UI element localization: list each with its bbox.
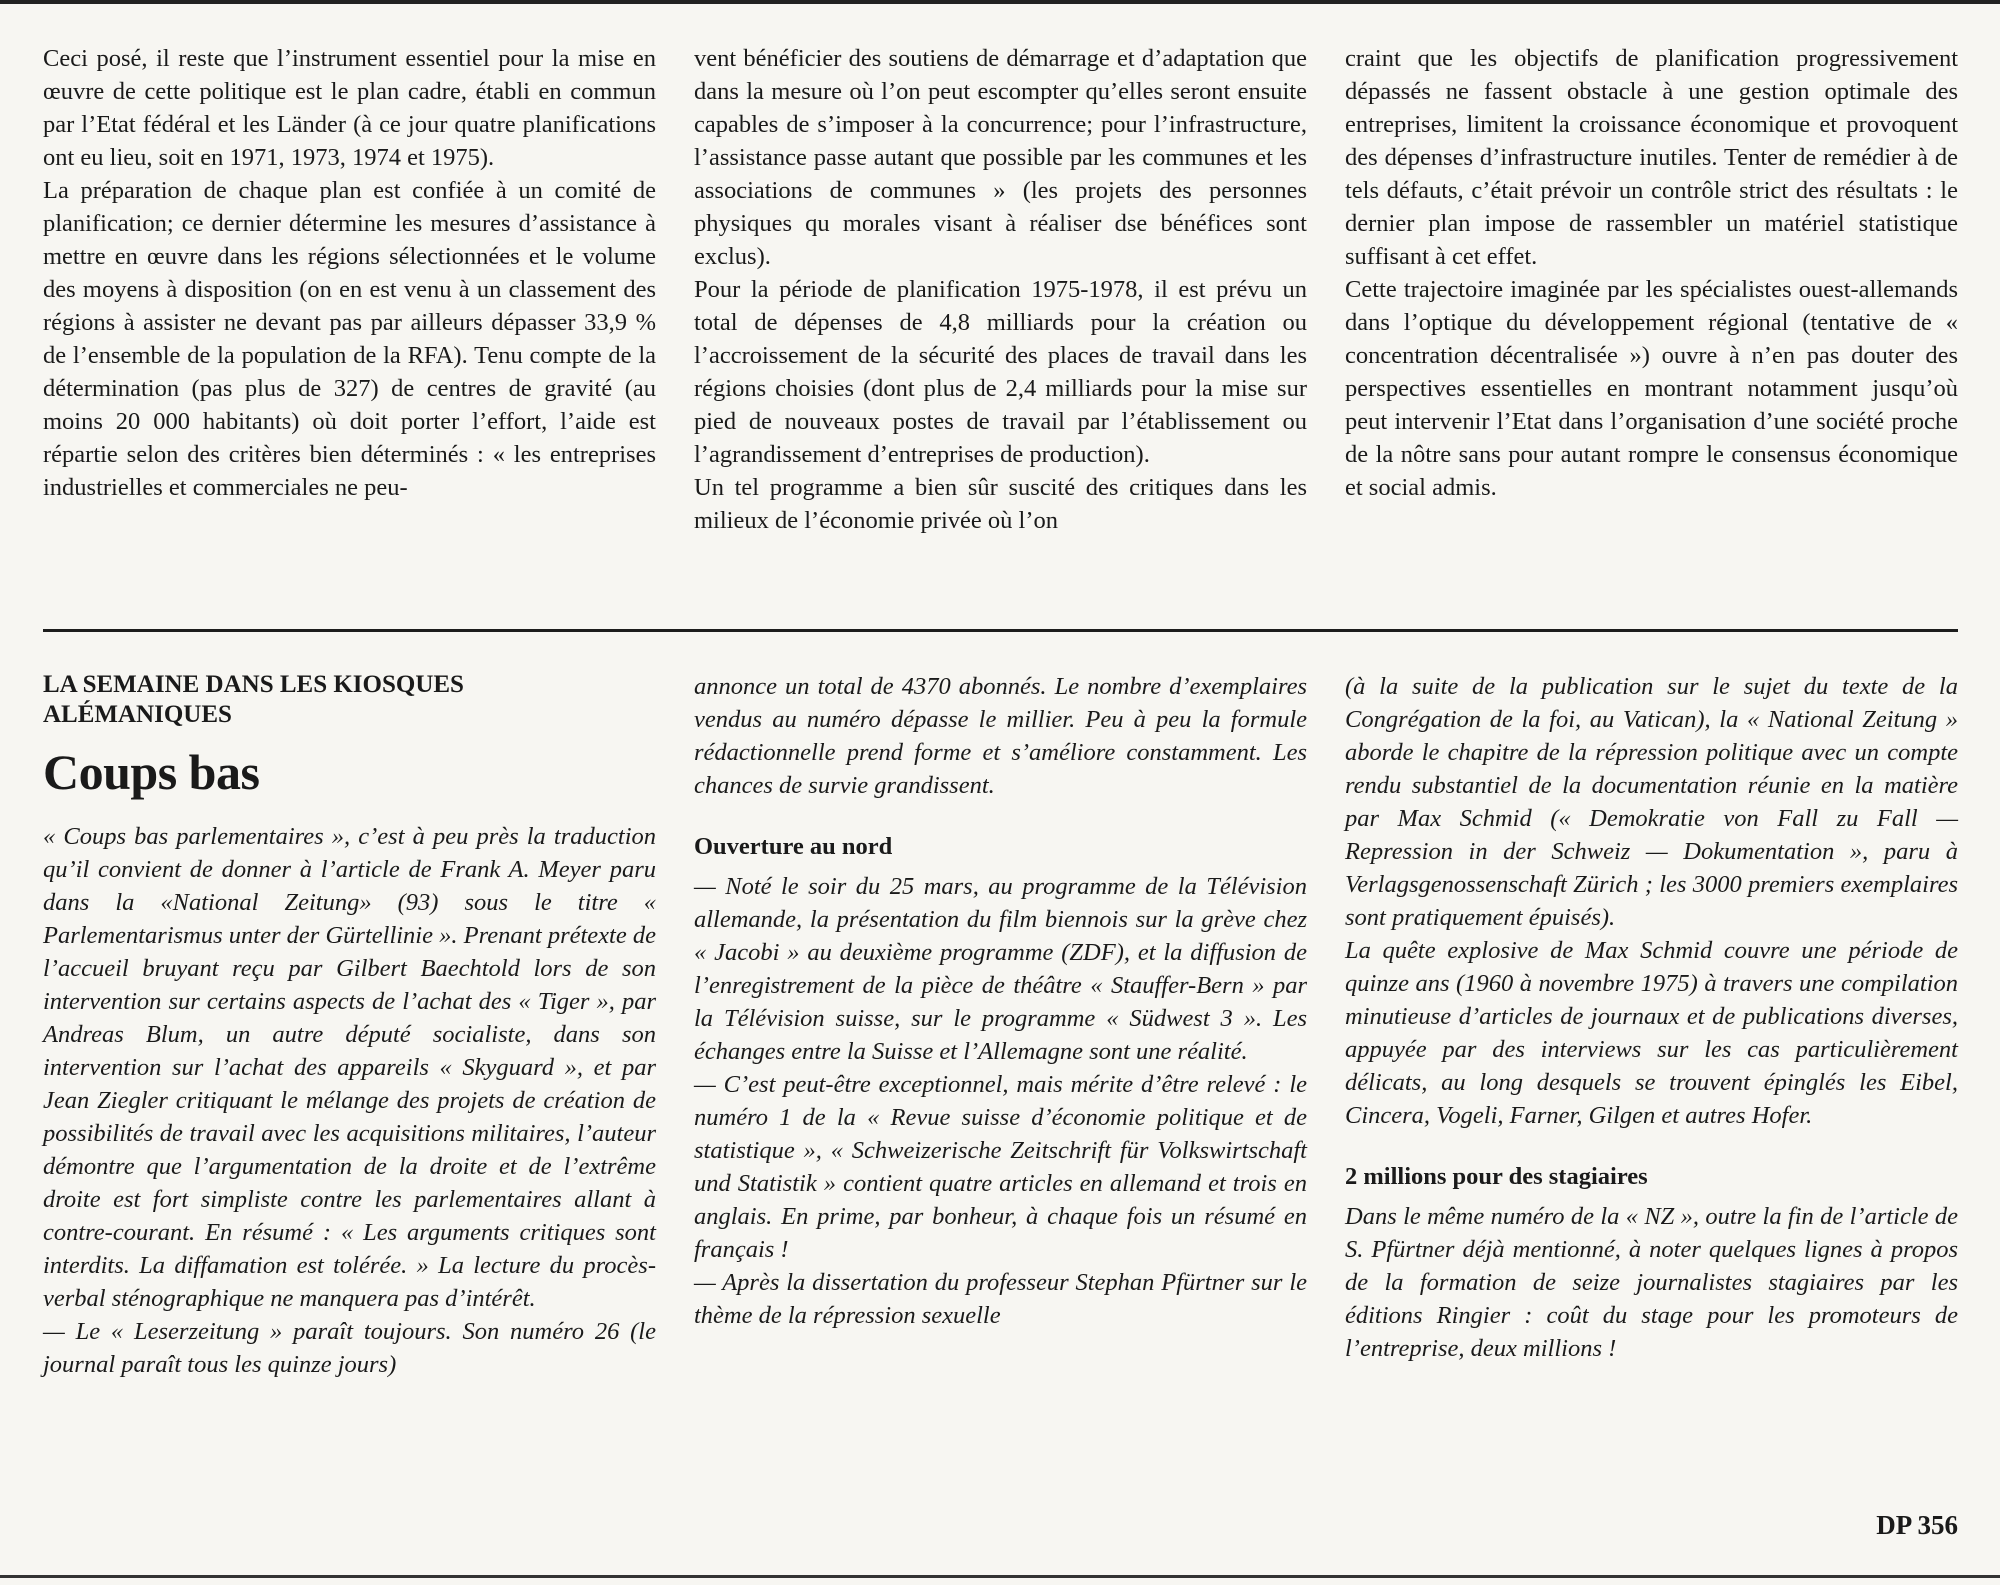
section-kicker: LA SEMAINE DANS LES KIOSQUES ALÉMANIQUES bbox=[43, 671, 464, 728]
bottom-column-1 bbox=[43, 670, 656, 1381]
paragraph: — Le « Leserzeitung » paraît toujours. Son numéro 26 (le journal paraît tous les quinze jours) bbox=[43, 1318, 656, 1378]
paragraph: Pour la période de planification 1975-1978, il est prévu un total de dépenses de 4,8 milliards pour la création ou l’accroissement de la sécurité des places de travail dans les régions choisies (dont plus de 2,4 milliards pour la mise sur pied de nouveaux postes de travail par l’établissement ou l’agrandissement d’entreprises de production). bbox=[694, 276, 1307, 468]
top-column-1 bbox=[43, 42, 656, 504]
paragraph: (à la suite de la publication sur le sujet du texte de la Congrégation de la foi, au Vatican), la « National Zeitung » aborde le chapitre de la répression politique avec un compte rendu substantiel de la documentation réunie en la matière par Max Schmid (« Demokratie von Fall zu Fall — Repression in der Schweiz — Dokumentation », paru à Verlagsgenossenschaft Zürich ; les 3000 premiers exemplaires sont pratiquement épuisés). bbox=[1345, 673, 1958, 931]
paragraph: — C’est peut-être exceptionnel, mais mérite d’être relevé : le numéro 1 de la « Revue suisse d’économie politique et de statistique », « Schweizerische Zeitschrift für Volkswirtschaft und Statistik » contient quatre articles en allemand et trois en anglais. En prime, par bonheur, à chaque fois un résumé en français ! bbox=[694, 1071, 1307, 1263]
subhead-ouverture: Ouverture au nord bbox=[694, 833, 893, 860]
paragraph: Dans le même numéro de la « NZ », outre la fin de l’article de S. Pfürtner déjà mentionné, à noter quelques lignes à propos de la formation de seize journalistes stagiaires par les éditions Ringier : coût du stage pour les promoteurs de l’entreprise, deux millions ! bbox=[1345, 1203, 1958, 1362]
page-number: DP 356 bbox=[1876, 1510, 1958, 1540]
paragraph: « Coups bas parlementaires », c’est à peu près la traduction qu’il convient de donner à l’article de Frank A. Meyer paru dans la «National Zeitung» (93) sous le titre « Parlementarismus unter der Gürtellinie ». Prenant prétexte de l’accueil bruyant reçu par Gilbert Baechtold lors de son intervention sur certains aspects de l’achat des « Tiger », par Andreas Blum, un autre député socialiste, dans son intervention sur l’achat des appareils « Skyguard », et par Jean Ziegler critiquant le mélange des projets de création de possibilités de travail avec les acquisitions militaires, l’auteur démontre que l’argumentation de la droite et de l’extrême droite est fort simpliste contre les parlementaires allant à contre-courant. En résumé : « Les arguments critiques sont interdits. La diffamation est tolérée. » La lecture du procès-verbal sténographique ne manquera pas d’intérêt. bbox=[43, 823, 656, 1312]
bottom-rule bbox=[0, 1575, 2000, 1578]
paragraph: La quête explosive de Max Schmid couvre une période de quinze ans (1960 à novembre 1975) à travers une compilation minutieuse d’articles de journaux et de publications diverses, appuyée par des interviews sur les cas particulièrement délicats, au long desquels se trouvent épinglés les Eibel, Cincera, Vogeli, Farner, Gilgen et autres Hofer. bbox=[1345, 937, 1958, 1129]
bottom-column-2 bbox=[694, 670, 1307, 1332]
bottom-column-3 bbox=[1345, 670, 1958, 1365]
paragraph: vent bénéficier des soutiens de démarrage et d’adaptation que dans la mesure où l’on peut escompter qu’elles seront ensuite capables de s’imposer à la concurrence; pour l’infrastructure, l’assistance passe autant que possible par les communes et les associations de communes » (les projets des personnes physiques qu morales visant à réaliser dse bénéfices sont exclus). bbox=[694, 45, 1307, 270]
subhead-stagiaires: 2 millions pour des stagiaires bbox=[1345, 1163, 1648, 1190]
paragraph: La préparation de chaque plan est confiée à un comité de planification; ce dernier détermine les mesures d’assistance à mettre en œuvre dans les régions sélectionnées et le volume des moyens à disposition (on en est venu à un classement des régions à assister ne devant pas par ailleurs dépasser 33,9 % de l’ensemble de la population de la RFA). Tenu compte de la détermination (pas plus de 327) de centres de gravité (au moins 20 000 habitants) où doit porter l’effort, l’aide est répartie selon des critères bien déterminés : « les entreprises industrielles et commerciales ne peu- bbox=[43, 177, 656, 501]
paragraph: Un tel programme a bien sûr suscité des critiques dans les milieux de l’économie privée où l’on bbox=[694, 474, 1307, 534]
top-column-3 bbox=[1345, 42, 1958, 504]
paragraph: — Noté le soir du 25 mars, au programme de la Télévision allemande, la présentation du film biennois sur la grève chez « Jacobi » au deuxième programme (ZDF), et la diffusion de l’enregistrement de la pièce de théâtre « Stauffer-Bern » par la Télévision suisse, sur le programme « Südwest 3 ». Les échanges entre la Suisse et l’Allemagne sont une réalité. bbox=[694, 873, 1307, 1065]
section-divider bbox=[43, 629, 1958, 632]
paragraph: craint que les objectifs de planification progressivement dépassés ne fassent obstacle à une gestion optimale des entreprises, limitent la croissance économique et provoquent des dépenses d’infrastructure inutiles. Tenter de remédier à de tels défauts, c’était prévoir un contrôle strict des résultats : le dernier plan impose de rassembler un matériel statistique suffisant à cet effet. bbox=[1345, 45, 1958, 270]
paragraph: annonce un total de 4370 abonnés. Le nombre d’exemplaires vendus au numéro dépasse le millier. Peu à peu la formule rédactionnelle prend forme et s’améliore constamment. Les chances de survie grandissent. bbox=[694, 673, 1307, 799]
top-rule bbox=[0, 0, 2000, 4]
paragraph: Cette trajectoire imaginée par les spécialistes ouest-allemands dans l’optique du développement régional (tentative de « concentration décentralisée ») ouvre à n’en pas douter des perspectives essentielles en montrant notamment jusqu’où peut intervenir l’Etat dans l’organisation d’une société proche de la nôtre sans pour autant rompre le consensus économique et social admis. bbox=[1345, 276, 1958, 501]
top-column-2 bbox=[694, 42, 1307, 537]
paragraph: Ceci posé, il reste que l’instrument essentiel pour la mise en œuvre de cette politique est le plan cadre, établi en commun par l’Etat fédéral et les Länder (à ce jour quatre planifications ont eu lieu, soit en 1971, 1973, 1974 et 1975). bbox=[43, 45, 656, 171]
article-headline: Coups bas bbox=[43, 744, 260, 800]
paragraph: — Après la dissertation du professeur Stephan Pfürtner sur le thème de la répression sexuelle bbox=[694, 1269, 1307, 1329]
